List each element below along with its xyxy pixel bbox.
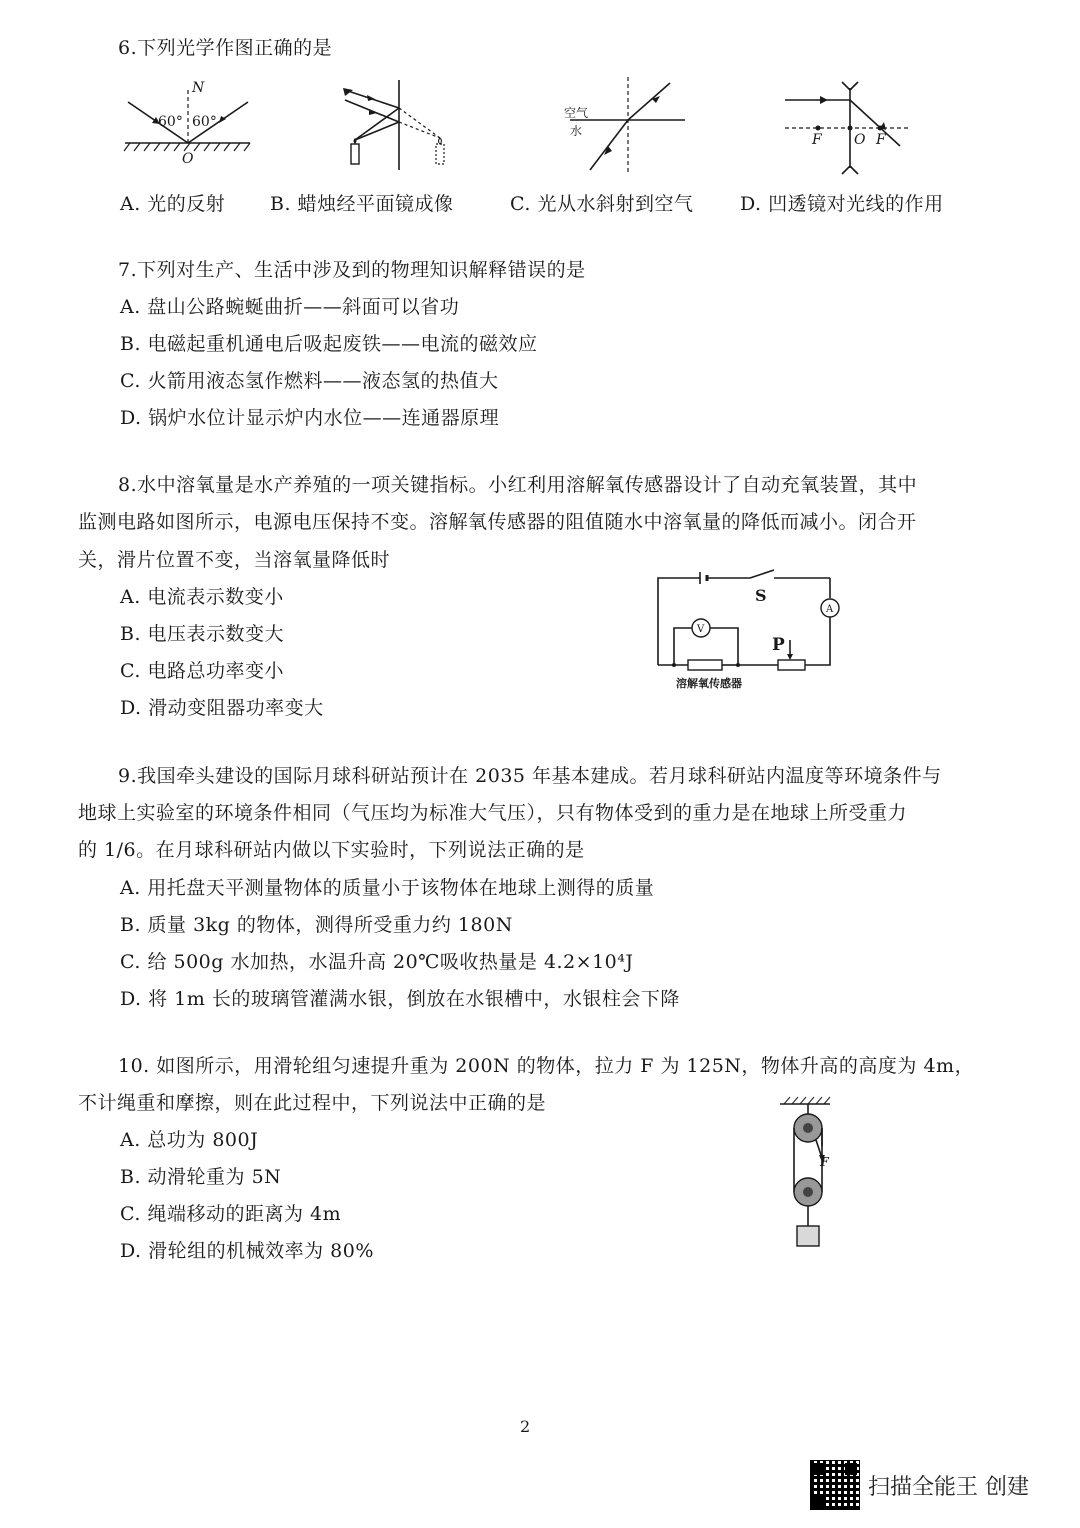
- q8-line3: 关，滑片位置不变，当溶氧量降低时: [78, 549, 391, 571]
- q6-option-d: D. 凹透镜对光线的作用: [740, 193, 944, 215]
- q6-figure-c: [560, 75, 690, 175]
- page-number: 2: [520, 1417, 531, 1436]
- q8-circuit-diagram: [650, 570, 850, 695]
- q9-option-b: B. 质量 3kg 的物体，测得所受重力约 180N: [120, 914, 513, 936]
- q6-option-a: A. 光的反射: [120, 193, 226, 215]
- q8-sensor-label: 溶解氧传感器: [676, 677, 742, 690]
- q7-option-d: D. 锅炉水位计显示炉内水位——连通器原理: [120, 407, 500, 429]
- q10-pulley-diagram: [770, 1092, 850, 1252]
- q7-option-c: C. 火箭用液态氢作燃料——液态氢的热值大: [120, 370, 499, 392]
- q6-figure-d: [780, 80, 915, 175]
- q6-option-b: B. 蜡烛经平面镜成像: [270, 193, 454, 215]
- q9-option-d: D. 将 1m 长的玻璃管灌满水银，倒放在水银槽中，水银柱会下降: [120, 988, 680, 1010]
- q9-line1: 9.我国牵头建设的国际月球科研站预计在 2035 年基本建成。若月球科研站内温度等环境条件与: [118, 765, 942, 787]
- q8-option-d: D. 滑动变阻器功率变大: [120, 697, 324, 719]
- q7-option-b: B. 电磁起重机通电后吸起废铁——电流的磁效应: [120, 333, 538, 355]
- q6-fig-d-f1: F: [812, 132, 822, 148]
- q8-option-c: C. 电路总功率变小: [120, 660, 284, 682]
- q9-line3: 的 1/6。在月球科研站内做以下实验时，下列说法正确的是: [78, 839, 585, 861]
- q6-option-c: C. 光从水斜射到空气: [510, 193, 694, 215]
- q9-option-a: A. 用托盘天平测量物体的质量小于该物体在地球上测得的质量: [120, 877, 655, 899]
- q10-line1: 10. 如图所示，用滑轮组匀速提升重为 200N 的物体，拉力 F 为 125N，物体升高的高度为 4m，: [118, 1055, 975, 1077]
- q8-line2: 监测电路如图所示，电源电压保持不变。溶解氧传感器的阻值随水中溶氧量的降低而减小。闭合开: [78, 511, 917, 533]
- q6-stem: 6.下列光学作图正确的是: [118, 37, 333, 59]
- q8-switch-label: S: [755, 586, 767, 605]
- q10-force-label: F: [820, 1155, 829, 1169]
- q6-figure-b: [335, 78, 460, 173]
- qr-code-icon: [810, 1460, 860, 1510]
- q10-option-d: D. 滑轮组的机械效率为 80%: [120, 1240, 374, 1262]
- q8-option-b: B. 电压表示数变大: [120, 623, 285, 645]
- q6-fig-c-air: 空气: [564, 106, 589, 120]
- q9-option-c: C. 给 500g 水加热，水温升高 20℃吸收热量是 4.2×10⁴J: [120, 951, 634, 973]
- q9-line2: 地球上实验室的环境条件相同（气压均为标准大气压），只有物体受到的重力是在地球上所受重力: [78, 802, 908, 824]
- q10-line2: 不计绳重和摩擦，则在此过程中，下列说法中正确的是: [78, 1092, 547, 1114]
- q8-option-a: A. 电流表示数变小: [120, 586, 284, 608]
- q6-figure-a: [120, 80, 260, 170]
- q10-option-c: C. 绳端移动的距离为 4m: [120, 1203, 342, 1225]
- q6-fig-a-n-label: N: [192, 80, 205, 96]
- q6-fig-d-f2: F: [876, 132, 886, 148]
- q10-option-a: A. 总功为 800J: [120, 1129, 259, 1151]
- q7-stem: 7.下列对生产、生活中涉及到的物理知识解释错误的是: [118, 259, 586, 281]
- q6-fig-c-water: 水: [570, 124, 583, 138]
- q6-fig-a-o-label: O: [182, 151, 194, 167]
- q6-fig-d-o: O: [854, 132, 866, 148]
- q8-ammeter-label: A: [826, 604, 834, 615]
- scanner-watermark: 扫描全能王 创建: [868, 1475, 1029, 1500]
- q6-fig-a-angle1: 60°: [158, 114, 183, 130]
- q8-slider-label: P: [772, 635, 785, 655]
- q8-line1: 8.水中溶氧量是水产养殖的一项关键指标。小红利用溶解氧传感器设计了自动充氧装置，其中: [118, 474, 918, 496]
- q10-option-b: B. 动滑轮重为 5N: [120, 1166, 282, 1188]
- q7-option-a: A. 盘山公路蜿蜒曲折——斜面可以省功: [120, 296, 460, 318]
- q8-voltmeter-label: V: [697, 624, 705, 635]
- q6-fig-a-angle2: 60°: [192, 114, 217, 130]
